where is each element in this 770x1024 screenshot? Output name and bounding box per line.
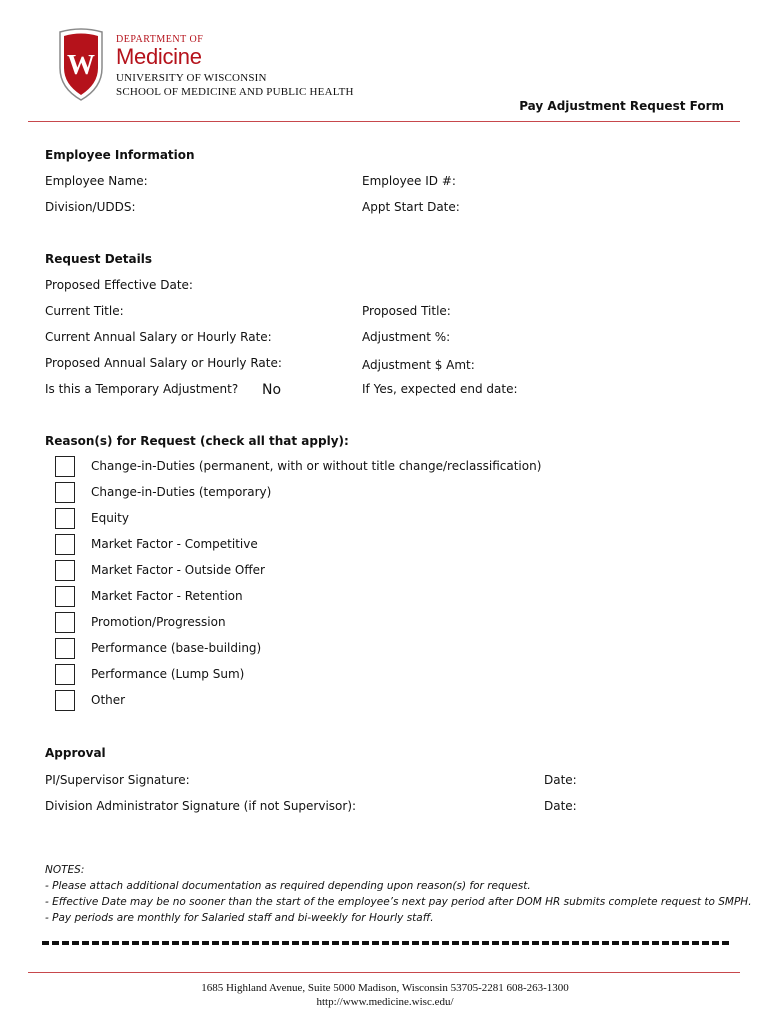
notes-block [45,862,752,926]
employee-info-heading: Employee Information [45,148,195,162]
division-udds-field[interactable]: Division/UDDS: [45,200,136,214]
checkbox[interactable] [55,560,75,581]
header-divider [28,121,740,122]
checkbox-label: Promotion/Progression [91,615,226,629]
footer-address: 1685 Highland Avenue, Suite 5000 Madison, Wisconsin 53705-2281 608-263-1300 [201,982,569,994]
checkbox[interactable] [55,664,75,685]
checkbox[interactable] [55,690,75,711]
checkbox[interactable] [55,638,75,659]
note-line: - Pay periods are monthly for Salaried staff and bi-weekly for Hourly staff. [45,912,434,924]
university-name: UNIVERSITY OF WISCONSIN [116,72,267,84]
school-name: SCHOOL OF MEDICINE AND PUBLIC HEALTH [116,86,354,98]
checkbox[interactable] [55,586,75,607]
appt-start-date-field[interactable]: Appt Start Date: [362,200,460,214]
department-of-text: DEPARTMENT OF [116,34,204,45]
employee-name-field[interactable]: Employee Name: [45,174,148,188]
checkbox-label: Performance (base-building) [91,641,262,655]
pi-supervisor-signature-field[interactable]: PI/Supervisor Signature: [45,773,190,787]
footer-url[interactable]: http://www.medicine.wisc.edu/ [316,996,454,1008]
adjustment-amount-field[interactable]: Adjustment $ Amt: [362,358,475,372]
expected-end-date-field[interactable]: If Yes, expected end date: [362,382,518,396]
reasons-heading: Reason(s) for Request (check all that apply): [45,434,349,448]
checkbox[interactable] [55,508,75,529]
adjustment-percent-field[interactable]: Adjustment %: [362,330,451,344]
uw-crest-logo [56,26,106,102]
admin-signature-date-field[interactable]: Date: [544,799,577,813]
form-title: Pay Adjustment Request Form [519,99,724,113]
checkbox-label: Other [91,693,126,707]
checkbox[interactable] [55,612,75,633]
dashed-divider [42,941,730,945]
current-salary-field[interactable]: Current Annual Salary or Hourly Rate: [45,330,272,344]
approval-heading: Approval [45,746,106,760]
temporary-adjustment-label: Is this a Temporary Adjustment? [45,382,239,396]
checkbox[interactable] [55,456,75,477]
footer-divider [28,972,740,973]
checkbox-label: Equity [91,511,129,525]
current-title-field[interactable]: Current Title: [45,304,124,318]
checkbox-label: Change-in-Duties (permanent, with or without title change/reclassification) [91,459,542,473]
pi-signature-date-field[interactable]: Date: [544,773,577,787]
medicine-wordmark: Medicine [116,44,202,69]
note-line: - Please attach additional documentation as required depending upon reason(s) for request. [45,880,531,892]
employee-id-field[interactable]: Employee ID #: [362,174,456,188]
svg-text:W: W [67,50,95,81]
temporary-adjustment-select[interactable]: No [262,382,282,398]
checkbox-label: Performance (Lump Sum) [91,667,245,681]
checkbox-label: Market Factor - Competitive [91,537,258,551]
division-admin-signature-field[interactable]: Division Administrator Signature (if not Supervisor): [45,799,357,813]
checkbox-label: Market Factor - Outside Offer [91,563,265,577]
checkbox-label: Market Factor - Retention [91,589,243,603]
checkbox[interactable] [55,482,75,503]
request-details-heading: Request Details [45,252,153,266]
proposed-salary-field[interactable]: Proposed Annual Salary or Hourly Rate: [45,356,282,370]
notes-heading: NOTES: [45,864,85,876]
effective-date-field[interactable]: Proposed Effective Date: [45,278,193,292]
checkbox-label: Change-in-Duties (temporary) [91,485,272,499]
checkbox[interactable] [55,534,75,555]
proposed-title-field[interactable]: Proposed Title: [362,304,451,318]
note-line: - Effective Date may be no sooner than the start of the employee’s next pay period after DOM HR submits complete request to SMPH. [45,896,752,908]
